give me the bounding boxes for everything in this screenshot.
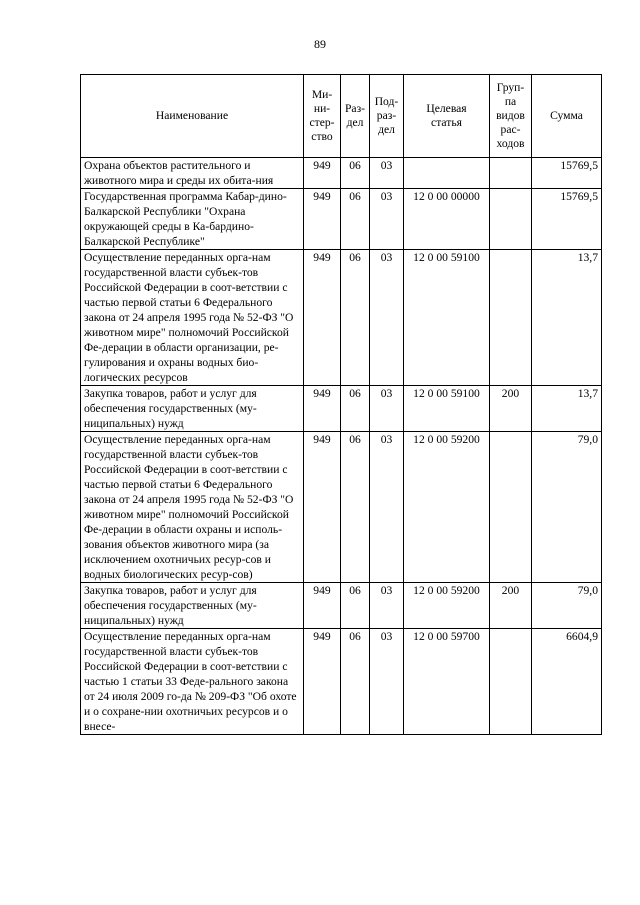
cell-ministry: 949	[304, 432, 341, 583]
cell-section: 06	[341, 189, 370, 250]
cell-target: 12 0 00 59200	[404, 583, 490, 629]
cell-sum: 13,7	[532, 250, 602, 386]
cell-subsection: 03	[370, 432, 404, 583]
cell-subsection: 03	[370, 583, 404, 629]
cell-target: 12 0 00 00000	[404, 189, 490, 250]
header-target: Целевая статья	[404, 75, 490, 158]
cell-section: 06	[341, 386, 370, 432]
table-row	[81, 158, 602, 189]
cell-group	[490, 158, 532, 189]
cell-sum: 79,0	[532, 583, 602, 629]
cell-target: 12 0 00 59700	[404, 629, 490, 735]
cell-name: Охрана объектов растительного и животного мира и среды их обита-ния	[81, 158, 304, 189]
cell-name: Закупка товаров, работ и услуг для обеспечения государственных (му-ниципальных) нужд	[81, 583, 304, 629]
cell-subsection: 03	[370, 629, 404, 735]
header-sum: Сумма	[532, 75, 602, 158]
table-header-row	[81, 75, 602, 158]
cell-subsection: 03	[370, 189, 404, 250]
page-number: 89	[314, 37, 326, 51]
cell-target: 12 0 00 59100	[404, 250, 490, 386]
header-ministry: Ми- ни- стер- ство	[304, 75, 341, 158]
cell-sum: 15769,5	[532, 158, 602, 189]
table-row	[81, 189, 602, 250]
table-row	[81, 432, 602, 583]
cell-section: 06	[341, 583, 370, 629]
budget-table	[80, 74, 602, 735]
cell-section: 06	[341, 158, 370, 189]
cell-sum: 6604,9	[532, 629, 602, 735]
cell-target: 12 0 00 59200	[404, 432, 490, 583]
cell-name: Осуществление переданных орга-нам государственной власти субъек-тов Российской Федерации в соот-ветствии с частью первой статьи 6 Федерального закона от 24 апреля 1995 года № 52-ФЗ "О животном мире" полномочий Российской Фе-дерации в области организации, ре-гулирования и охраны водных био-логических ресурсов	[81, 250, 304, 386]
cell-name: Государственная программа Кабар-дино-Балкарской Республики "Охрана окружающей среды в Ка-бардино-Балкарской Республике"	[81, 189, 304, 250]
cell-ministry: 949	[304, 158, 341, 189]
cell-sum: 13,7	[532, 386, 602, 432]
cell-group: 200	[490, 583, 532, 629]
cell-subsection: 03	[370, 250, 404, 386]
cell-ministry: 949	[304, 629, 341, 735]
cell-group	[490, 189, 532, 250]
cell-sum: 15769,5	[532, 189, 602, 250]
cell-ministry: 949	[304, 583, 341, 629]
header-section: Раз- дел	[341, 75, 370, 158]
cell-group	[490, 250, 532, 386]
cell-name: Осуществление переданных орга-нам государственной власти субъек-тов Российской Федерации в соот-ветствии с частью первой статьи 6 Федерального закона от 24 апреля 1995 года № 52-ФЗ "О животном мире" полномочий Российской Фе-дерации в области охраны и исполь-зования объектов животного мира (за исключением охотничьих ресур-сов и водных биологических ресур-сов)	[81, 432, 304, 583]
cell-ministry: 949	[304, 386, 341, 432]
header-name: Наименование	[81, 75, 304, 158]
cell-subsection: 03	[370, 158, 404, 189]
cell-sum: 79,0	[532, 432, 602, 583]
cell-name: Закупка товаров, работ и услуг для обеспечения государственных (му-ниципальных) нужд	[81, 386, 304, 432]
table-row	[81, 250, 602, 386]
table-row	[81, 629, 602, 735]
header-subsection: Под- раз- дел	[370, 75, 404, 158]
cell-subsection: 03	[370, 386, 404, 432]
table-row	[81, 583, 602, 629]
cell-group	[490, 629, 532, 735]
cell-target: 12 0 00 59100	[404, 386, 490, 432]
table-row	[81, 386, 602, 432]
cell-ministry: 949	[304, 189, 341, 250]
cell-group	[490, 432, 532, 583]
cell-name: Осуществление переданных орга-нам государственной власти субъек-тов Российской Федерации в соот-ветствии с частью 1 статьи 33 Феде-рального закона от 24 июля 2009 го-да № 209-ФЗ "Об охоте и о сохране-нии охотничьих ресурсов и о внесе-	[81, 629, 304, 735]
cell-section: 06	[341, 432, 370, 583]
cell-group: 200	[490, 386, 532, 432]
cell-target	[404, 158, 490, 189]
cell-section: 06	[341, 250, 370, 386]
cell-section: 06	[341, 629, 370, 735]
cell-ministry: 949	[304, 250, 341, 386]
header-group: Груп- па видов рас- ходов	[490, 75, 532, 158]
